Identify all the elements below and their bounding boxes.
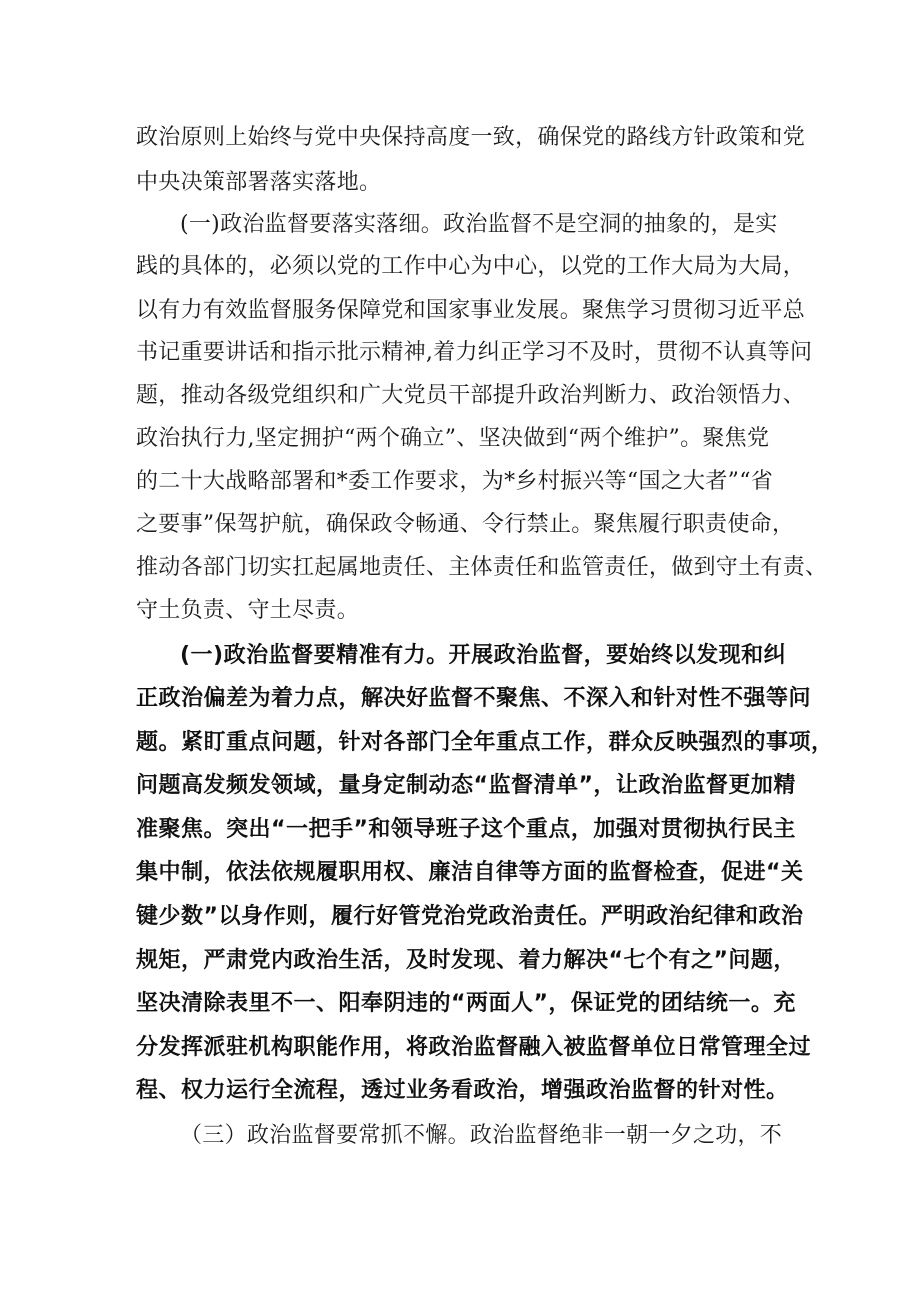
text-line: 守土负责、守土尽责。 [136,598,360,623]
text-line: 的二十大战略部署和*委工作要求，为*乡村振兴等“国之大者”“省 [136,469,774,494]
text-line: 正政治偏差为着力点，解决好监督不聚焦、不深入和针对性不强等问 [136,686,812,711]
paragraph-heading-line: (一)政治监督要落实落细。政治监督不是空洞的抽象的，是实 [180,212,778,237]
text-line: 以有力有效监督服务保障党和国家事业发展。聚焦学习贯彻习近平总 [136,298,806,323]
text-line: 书记重要讲话和指示批示精神,着力纠正学习不及时，贯彻不认真等问 [136,340,813,365]
text-line: 程、权力运行全流程，透过业务看政治，增强政治监督的针对性。 [136,1078,789,1103]
text-line: 政治执行力,坚定拥护“两个确立”、坚决做到“两个维护”。聚焦党 [136,426,770,451]
text-line: 推动各部门切实扛起属地责任、主体责任和监管责任，做到守土有责、 [136,555,828,580]
paragraph-heading-line: （三）政治监督要常抓不懈。政治监督绝非一朝一夕之功，不 [180,1123,783,1148]
text-line: 政治原则上始终与党中央保持高度一致，确保党的路线方针政策和党 [136,125,806,150]
text-line: 集中制，依法依规履职用权、廉洁自律等方面的监督检查，促进“关 [136,860,804,885]
text-line: 规矩，严肃党内政治生活，及时发现、着力解决“七个有之”问题， [136,948,796,973]
text-line: 准聚焦。突出“一把手”和领导班子这个重点，加强对贯彻执行民主 [136,817,796,842]
text-line: 坚决清除表里不一、阳奉阴违的“两面人”，保证党的团结统一。充 [136,991,796,1016]
text-line: 践的具体的，必须以党的工作中心为中心，以党的工作大局为大局， [136,254,806,279]
text-line: 题。紧盯重点问题，针对各部门全年重点工作，群众反映强烈的事项， [136,730,834,755]
text-line: 题，推动各级党组织和广大党员干部提升政治判断力、政治领悟力、 [136,383,806,408]
text-line: 问题高发频发领域，量身定制动态“监督清单”，让政治监督更加精 [136,773,796,798]
text-line: 键少数”以身作则，履行好管党治党政治责任。严明政治纪律和政治 [136,904,804,929]
paragraph-heading-line: (一)政治监督要精准有力。开展政治监督，要始终以发现和纠 [180,643,787,668]
text-line: 之要事”保驾护航，确保政令畅通、令行禁止。聚焦履行职责使命， [136,512,795,537]
text-line: 中央决策部署落实落地。 [136,170,382,195]
text-line: 分发挥派驻机构职能作用，将政治监督融入被监督单位日常管理全过 [136,1035,812,1060]
